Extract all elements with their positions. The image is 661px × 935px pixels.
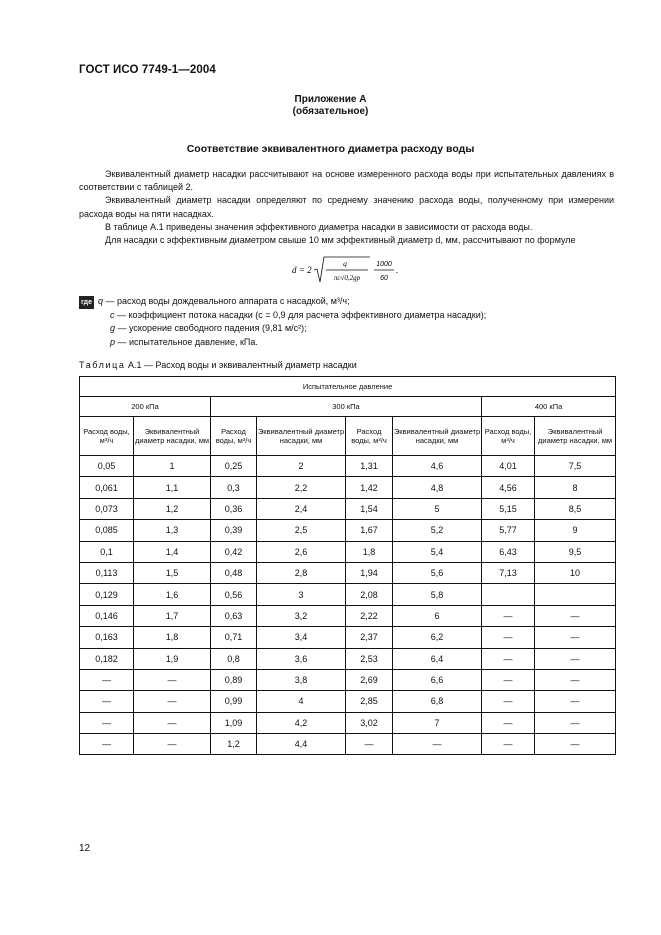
flow-cell: 5,15 bbox=[482, 498, 535, 519]
where-item: g — ускорение свободного падения (9,81 м/с²); bbox=[110, 323, 307, 334]
diameter-cell: — bbox=[134, 669, 211, 690]
flow-cell: 4,01 bbox=[482, 456, 535, 477]
paragraph: Эквивалентный диаметр насадки определяют по среднему значению расхода воды, полученному при измерении расхода воды на пяти насадках. bbox=[79, 195, 614, 219]
diameter-cell: 3,2 bbox=[257, 605, 346, 626]
appendix-title: Приложение А bbox=[294, 94, 367, 105]
formula-outer-den: 60 bbox=[380, 275, 388, 282]
flow-cell: 7,13 bbox=[482, 562, 535, 583]
diameter-cell: 6,8 bbox=[393, 691, 482, 712]
appendix-subtitle: (обязательное) bbox=[292, 106, 369, 117]
flow-cell: 2,22 bbox=[346, 605, 393, 626]
table-row bbox=[80, 520, 616, 541]
diameter-cell: 6,4 bbox=[393, 648, 482, 669]
diameter-cell: 5,4 bbox=[393, 541, 482, 562]
table-row bbox=[80, 691, 616, 712]
diameter-cell: — bbox=[134, 712, 211, 733]
flow-cell bbox=[482, 584, 535, 605]
body-text bbox=[79, 168, 614, 247]
flow-cell: 0,3 bbox=[211, 477, 257, 498]
diameter-cell: 6,2 bbox=[393, 627, 482, 648]
flow-cell: 0,073 bbox=[80, 498, 134, 519]
formula-lhs: d = 2 bbox=[292, 265, 312, 275]
paragraph: Эквивалентный диаметр насадки рассчитывают на основе измеренного расхода воды при испытательных давлениях в соответствии с таблицей 2. bbox=[79, 169, 614, 193]
diameter-cell: — bbox=[393, 734, 482, 755]
diameter-cell: 4,4 bbox=[257, 734, 346, 755]
pressure-header: 300 кПа bbox=[211, 397, 482, 417]
flow-cell: — bbox=[80, 712, 134, 733]
flow-cell: — bbox=[80, 691, 134, 712]
diameter-cell: 8,5 bbox=[535, 498, 616, 519]
diameter-cell: 3 bbox=[257, 584, 346, 605]
where-item: где q — расход воды дождевального аппарата с насадкой, м³/ч; bbox=[79, 295, 486, 309]
flow-cell: 0,48 bbox=[211, 562, 257, 583]
flow-cell: 2,08 bbox=[346, 584, 393, 605]
diameter-cell: 6 bbox=[393, 605, 482, 626]
flow-cell: — bbox=[482, 605, 535, 626]
diameter-cell: 7 bbox=[393, 712, 482, 733]
table-row bbox=[80, 712, 616, 733]
pressure-header: 400 кПа bbox=[482, 397, 616, 417]
flow-cell: — bbox=[482, 627, 535, 648]
flow-cell: 0,56 bbox=[211, 584, 257, 605]
table-row bbox=[80, 669, 616, 690]
page-number: 12 bbox=[79, 843, 91, 854]
table-row bbox=[80, 627, 616, 648]
diameter-cell: — bbox=[535, 648, 616, 669]
col-header-flow: Расход воды, м³/ч bbox=[482, 417, 535, 456]
diameter-cell: — bbox=[535, 712, 616, 733]
flow-cell: 1,2 bbox=[211, 734, 257, 755]
flow-cell: 0,085 bbox=[80, 520, 134, 541]
diameter-cell: — bbox=[535, 691, 616, 712]
flow-cell: — bbox=[482, 669, 535, 690]
diameter-cell: 5,8 bbox=[393, 584, 482, 605]
diameter-cell: 9 bbox=[535, 520, 616, 541]
diameter-cell: 4,8 bbox=[393, 477, 482, 498]
col-header-diameter: Эквивалентный диаметр насадки, мм bbox=[257, 417, 346, 456]
diameter-cell: 10 bbox=[535, 562, 616, 583]
flow-cell: 0,39 bbox=[211, 520, 257, 541]
flow-cell: — bbox=[482, 648, 535, 669]
formula bbox=[292, 256, 412, 288]
flow-cell: 3,02 bbox=[346, 712, 393, 733]
flow-cell: 1,31 bbox=[346, 456, 393, 477]
diameter-cell: 1,7 bbox=[134, 605, 211, 626]
diameter-cell: 2,8 bbox=[257, 562, 346, 583]
flow-cell: 0,99 bbox=[211, 691, 257, 712]
diameter-cell: 1,3 bbox=[134, 520, 211, 541]
flow-cell: 0,25 bbox=[211, 456, 257, 477]
table-row bbox=[80, 584, 616, 605]
col-header-flow: Расход воды, м³/ч bbox=[80, 417, 134, 456]
flow-cell: 0,63 bbox=[211, 605, 257, 626]
diameter-cell: 1,1 bbox=[134, 477, 211, 498]
col-header-flow: Расход воды, м³/ч bbox=[346, 417, 393, 456]
flow-cell: 1,94 bbox=[346, 562, 393, 583]
flow-cell: 5,77 bbox=[482, 520, 535, 541]
diameter-cell: 5,6 bbox=[393, 562, 482, 583]
document-header: ГОСТ ИСО 7749-1—2004 bbox=[79, 64, 216, 76]
flow-cell: — bbox=[80, 669, 134, 690]
paragraph: В таблице А.1 приведены значения эффективного диаметра насадки в зависимости от расхода воды. bbox=[105, 221, 533, 232]
diameter-cell: — bbox=[535, 627, 616, 648]
where-item: p — испытательное давление, кПа. bbox=[110, 336, 258, 347]
diameter-cell: — bbox=[535, 605, 616, 626]
diameter-cell: 1,8 bbox=[134, 627, 211, 648]
flow-diameter-table bbox=[79, 376, 616, 755]
diameter-cell: 1 bbox=[134, 456, 211, 477]
col-header-diameter: Эквивалентный диаметр насадки, мм bbox=[535, 417, 616, 456]
where-item: c — коэффициент потока насадки (c = 0,9 для расчета эффективного диаметра насадки); bbox=[110, 310, 487, 321]
diameter-cell: 2,2 bbox=[257, 477, 346, 498]
diameter-cell: 3,6 bbox=[257, 648, 346, 669]
flow-cell: — bbox=[482, 691, 535, 712]
diameter-cell: 4,6 bbox=[393, 456, 482, 477]
table-row bbox=[80, 734, 616, 755]
flow-cell: — bbox=[482, 712, 535, 733]
table-title: Испытательное давление bbox=[80, 377, 616, 397]
diameter-cell: 2,4 bbox=[257, 498, 346, 519]
diameter-cell: 1,5 bbox=[134, 562, 211, 583]
flow-cell: 0,71 bbox=[211, 627, 257, 648]
flow-cell: 2,53 bbox=[346, 648, 393, 669]
flow-cell: 2,85 bbox=[346, 691, 393, 712]
table-body bbox=[80, 456, 616, 755]
table-row bbox=[80, 541, 616, 562]
diameter-cell: — bbox=[535, 669, 616, 690]
diameter-cell: 7,5 bbox=[535, 456, 616, 477]
diameter-cell: 3,4 bbox=[257, 627, 346, 648]
flow-cell: 0,146 bbox=[80, 605, 134, 626]
flow-cell: — bbox=[346, 734, 393, 755]
diameter-cell: — bbox=[134, 691, 211, 712]
formula-inner-num: q bbox=[343, 259, 347, 268]
diameter-cell: 1,9 bbox=[134, 648, 211, 669]
formula-outer-num: 1000 bbox=[376, 261, 392, 268]
flow-cell: 0,8 bbox=[211, 648, 257, 669]
diameter-cell: 4 bbox=[257, 691, 346, 712]
table-row bbox=[80, 477, 616, 498]
flow-cell: 0,05 bbox=[80, 456, 134, 477]
col-header-flow: Расход воды, м³/ч bbox=[211, 417, 257, 456]
flow-cell: — bbox=[80, 734, 134, 755]
flow-cell: — bbox=[482, 734, 535, 755]
table-row bbox=[80, 648, 616, 669]
svg-text:.: . bbox=[396, 265, 399, 275]
flow-cell: 1,67 bbox=[346, 520, 393, 541]
formula-inner-den: πc√0,2gp bbox=[333, 274, 361, 282]
diameter-cell: — bbox=[535, 734, 616, 755]
where-list bbox=[79, 295, 486, 349]
flow-cell: 0,89 bbox=[211, 669, 257, 690]
diameter-cell: 1,2 bbox=[134, 498, 211, 519]
flow-cell: 1,09 bbox=[211, 712, 257, 733]
flow-cell: 0,163 bbox=[80, 627, 134, 648]
diameter-cell: 5,2 bbox=[393, 520, 482, 541]
pressure-header: 200 кПа bbox=[80, 397, 211, 417]
flow-cell: 0,1 bbox=[80, 541, 134, 562]
diameter-cell: 1,4 bbox=[134, 541, 211, 562]
flow-cell: 1,54 bbox=[346, 498, 393, 519]
flow-cell: 2,37 bbox=[346, 627, 393, 648]
flow-cell: 1,8 bbox=[346, 541, 393, 562]
col-header-diameter: Эквивалентный диаметр насадки, мм bbox=[393, 417, 482, 456]
flow-cell: 2,69 bbox=[346, 669, 393, 690]
flow-cell: 0,42 bbox=[211, 541, 257, 562]
flow-cell: 0,36 bbox=[211, 498, 257, 519]
diameter-cell: 2,6 bbox=[257, 541, 346, 562]
table-row bbox=[80, 456, 616, 477]
flow-cell: 4,56 bbox=[482, 477, 535, 498]
flow-cell: 0,182 bbox=[80, 648, 134, 669]
section-title: Соответствие эквивалентного диаметра расходу воды bbox=[186, 143, 475, 155]
flow-cell: 0,061 bbox=[80, 477, 134, 498]
diameter-cell: 1,6 bbox=[134, 584, 211, 605]
table-row bbox=[80, 562, 616, 583]
diameter-cell: 5 bbox=[393, 498, 482, 519]
where-marker: где bbox=[79, 296, 94, 309]
diameter-cell: 2 bbox=[257, 456, 346, 477]
diameter-cell: 4,2 bbox=[257, 712, 346, 733]
diameter-cell bbox=[535, 584, 616, 605]
table-caption: Таблица А.1 — Расход воды и эквивалентный диаметр насадки bbox=[79, 360, 357, 370]
flow-cell: 0,129 bbox=[80, 584, 134, 605]
diameter-cell: 6,6 bbox=[393, 669, 482, 690]
diameter-cell: 3,8 bbox=[257, 669, 346, 690]
diameter-cell: 2,5 bbox=[257, 520, 346, 541]
diameter-cell: — bbox=[134, 734, 211, 755]
paragraph: Для насадки с эффективным диаметром свыше 10 мм эффективный диаметр d, мм, рассчитывают по формуле bbox=[105, 235, 576, 246]
table-row bbox=[80, 605, 616, 626]
diameter-cell: 8 bbox=[535, 477, 616, 498]
formula-graphic bbox=[292, 256, 412, 286]
col-header-diameter: Эквивалентный диаметр насадки, мм bbox=[134, 417, 211, 456]
table-row bbox=[80, 498, 616, 519]
flow-cell: 1,42 bbox=[346, 477, 393, 498]
diameter-cell: 9,5 bbox=[535, 541, 616, 562]
flow-cell: 6,43 bbox=[482, 541, 535, 562]
flow-cell: 0,113 bbox=[80, 562, 134, 583]
